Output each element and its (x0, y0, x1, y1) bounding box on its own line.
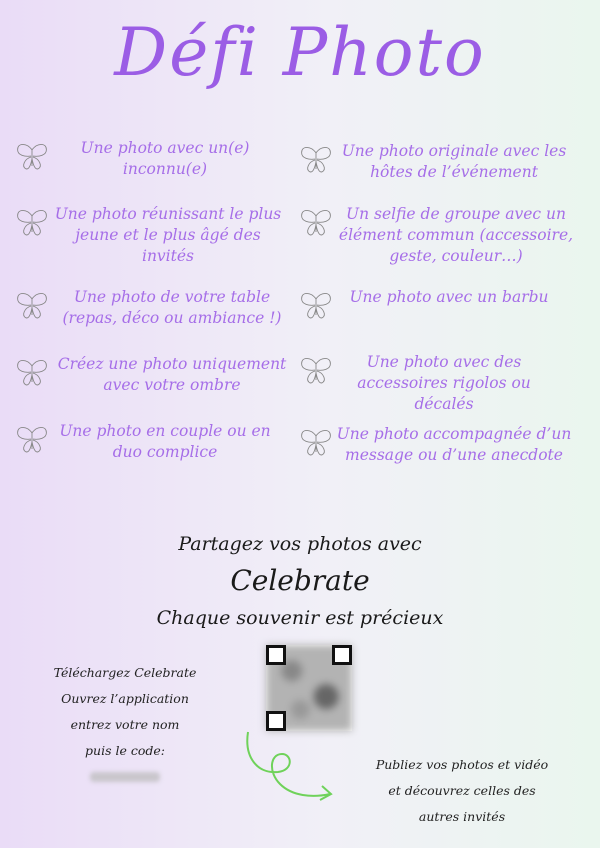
curly-arrow-icon (238, 728, 348, 808)
challenge-text: Une photo avec des accessoires rigolos ou décalés (357, 353, 531, 413)
butterfly-icon (14, 206, 50, 240)
butterfly-icon (14, 356, 50, 390)
butterfly-icon (298, 426, 334, 460)
app-name: Celebrate (230, 564, 370, 597)
challenge-text: Un selfie de groupe avec un élément commun (accessoire, geste, couleur…) (338, 205, 574, 265)
challenge-text: Une photo de votre table (repas, déco ou ambiance !) (62, 288, 282, 327)
step-code: puis le code: (85, 743, 165, 758)
instructions (30, 660, 220, 791)
publish-line: autres invités (418, 809, 506, 824)
challenge-item (14, 287, 294, 329)
butterfly-icon (298, 354, 334, 388)
challenge-item (14, 138, 280, 180)
tagline: Chaque souvenir est précieux (156, 607, 444, 629)
butterfly-icon (14, 140, 50, 174)
share-line: Partagez vos photos avec (178, 533, 422, 555)
challenge-item (14, 421, 280, 463)
qr-code[interactable] (266, 645, 352, 731)
butterfly-icon (298, 143, 334, 177)
butterfly-icon (14, 423, 50, 457)
publish-line: et découvrez celles des (388, 783, 536, 798)
challenge-item (298, 204, 578, 267)
page-title: Défi Photo (114, 14, 486, 91)
step-open: Ouvrez l’application (61, 691, 189, 706)
step-download: Téléchargez Celebrate (53, 665, 197, 680)
challenge-item (298, 141, 574, 183)
butterfly-icon (298, 289, 334, 323)
challenge-item (14, 354, 294, 396)
challenge-text: Une photo accompagnée d’un message ou d’une anecdote (336, 425, 572, 464)
challenge-text: Une photo avec un(e) inconnu(e) (80, 139, 250, 178)
challenge-text: Une photo avec un barbu (349, 288, 549, 306)
challenge-text: Une photo en couple ou en duo complice (59, 422, 271, 461)
challenge-item (14, 204, 286, 267)
publish-line: Publiez vos photos et vidéo (375, 757, 549, 772)
challenge-text: Une photo réunissant le plus jeune et le plus âgé des invités (54, 205, 282, 265)
challenge-text: Créez une photo uniquement avec votre ombre (57, 355, 287, 394)
challenge-text: Une photo originale avec les hôtes de l’événement (341, 142, 567, 181)
challenge-item (298, 352, 554, 415)
challenge-item (298, 287, 564, 323)
butterfly-icon (298, 206, 334, 240)
step-name: entrez votre nom (70, 717, 180, 732)
event-code-redacted (90, 772, 160, 782)
qr-corner (332, 645, 352, 665)
butterfly-icon (14, 289, 50, 323)
publish-text (362, 752, 562, 830)
challenge-item (298, 424, 574, 466)
qr-corner (266, 645, 286, 665)
